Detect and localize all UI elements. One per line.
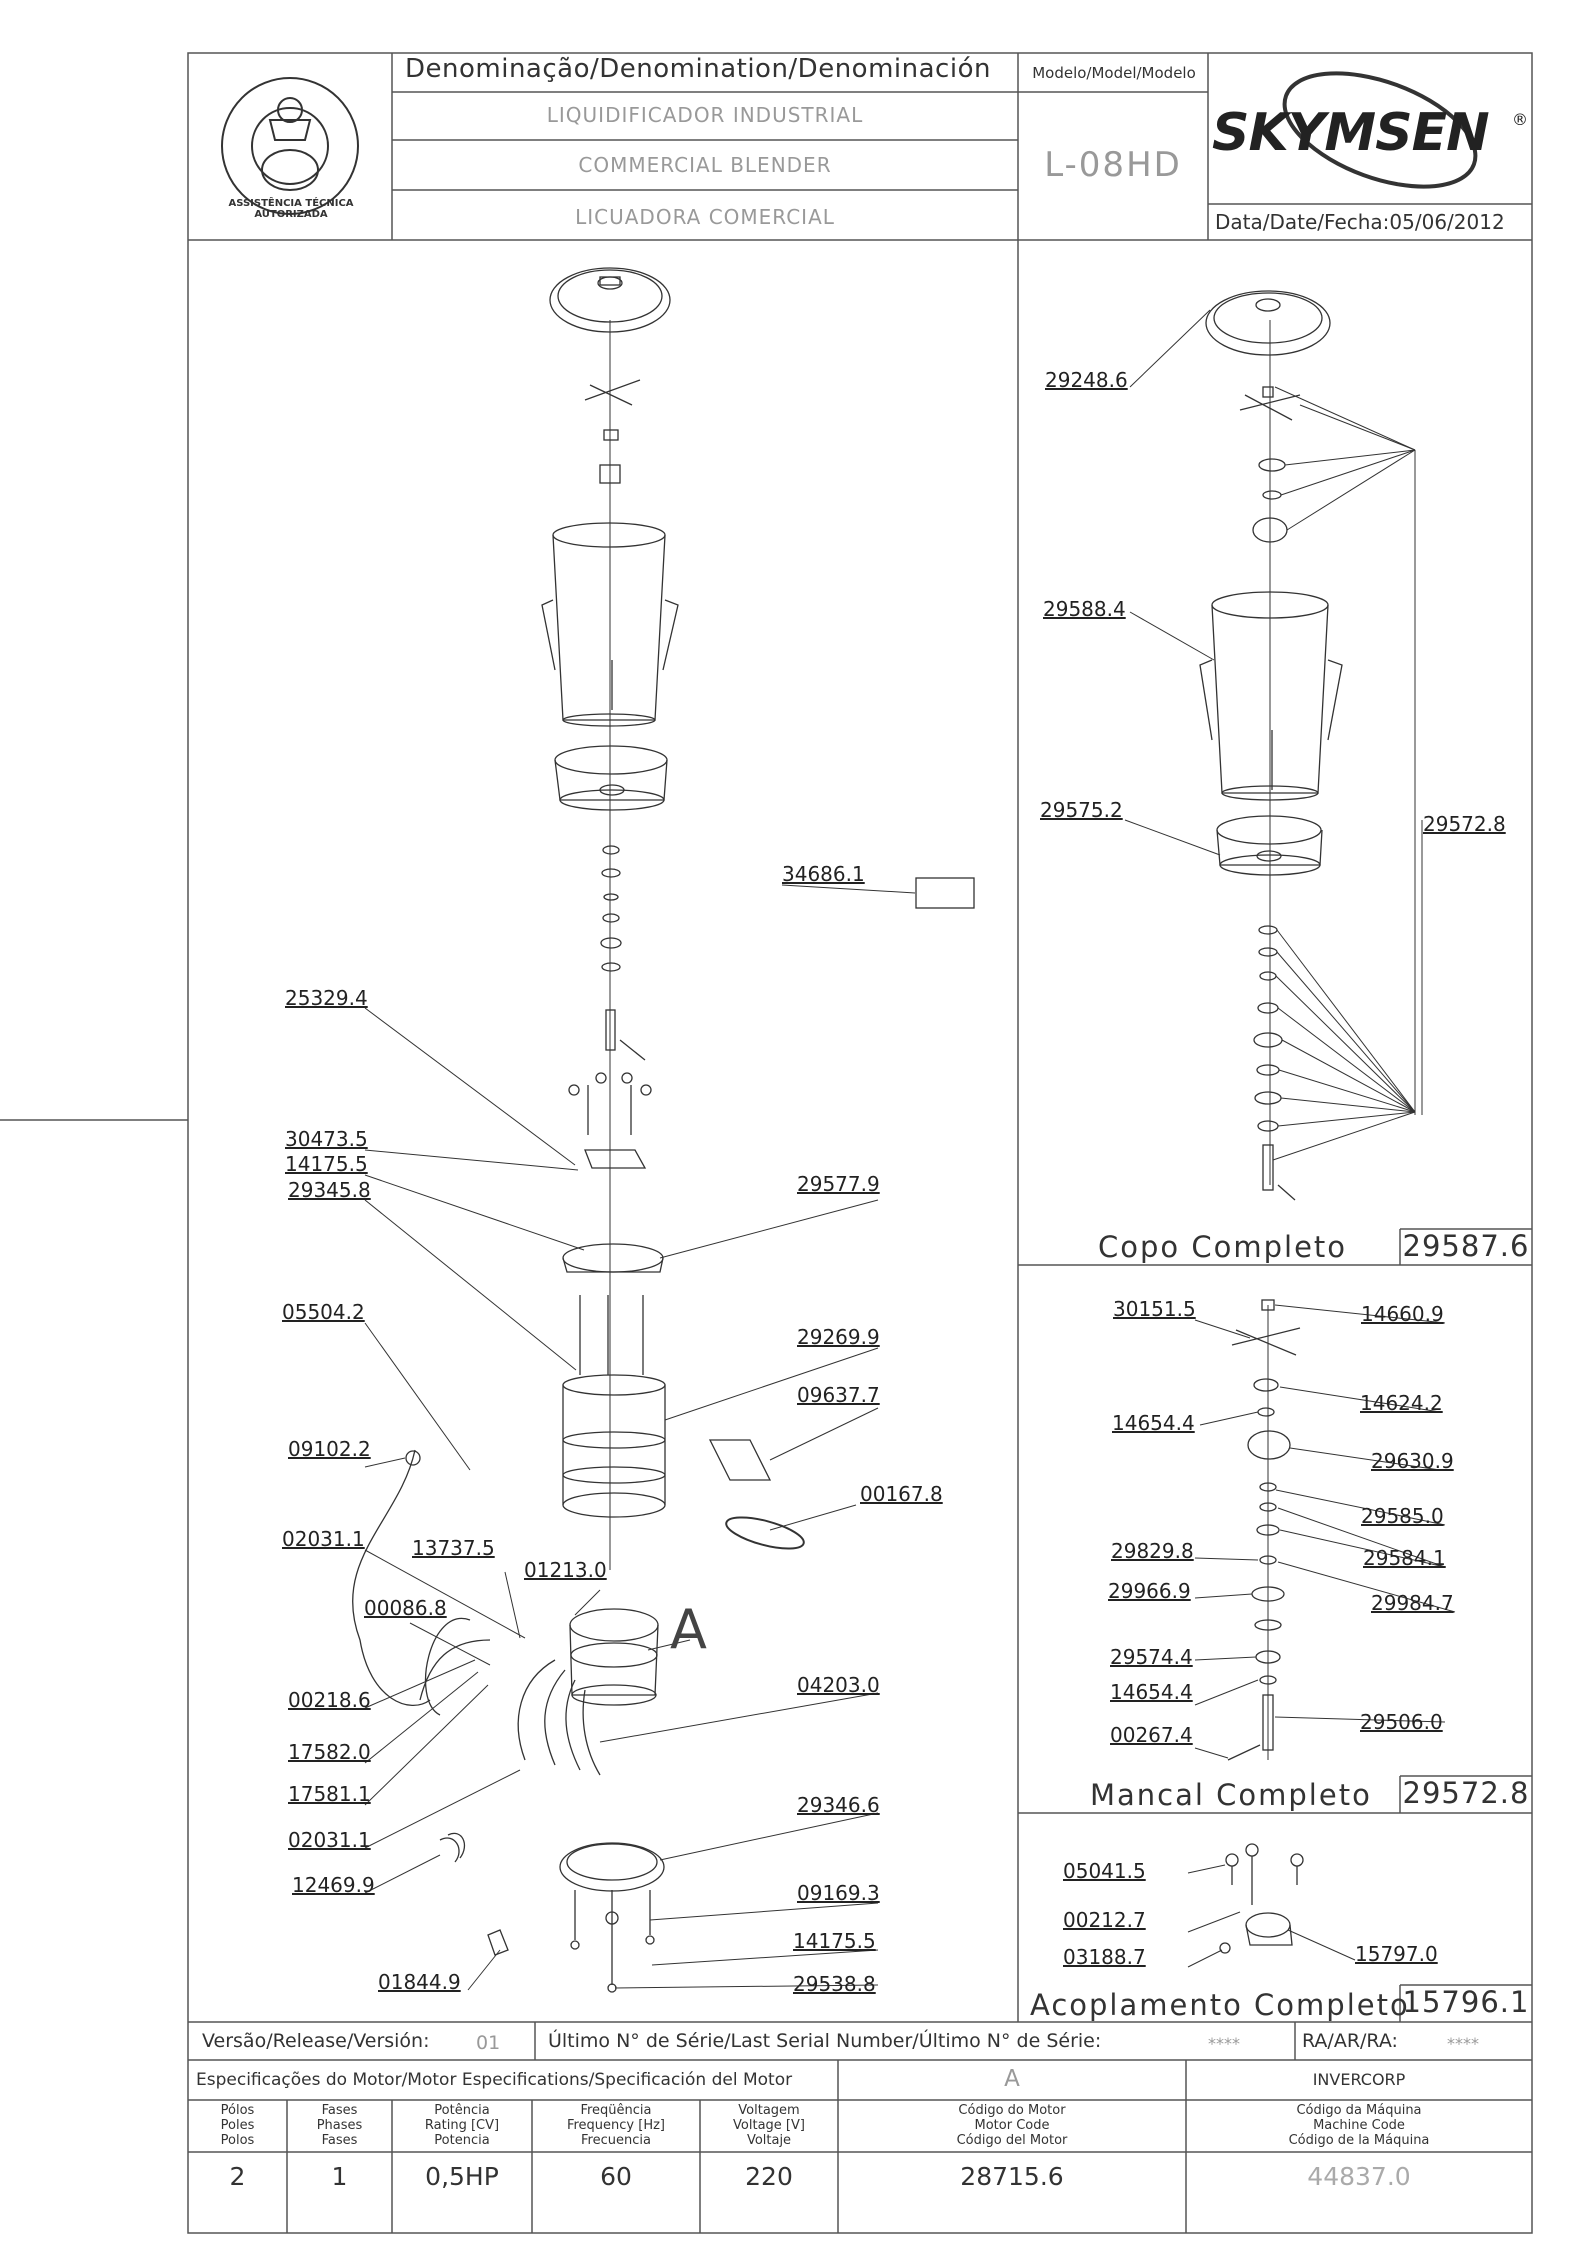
callout-00267-4: 00267.4 <box>1110 1723 1193 1747</box>
version-value: 01 <box>476 2032 501 2054</box>
callout-09637-7: 09637.7 <box>797 1383 880 1407</box>
serial-value: **** <box>1208 2034 1240 2053</box>
spec-value-frequency: 60 <box>600 2162 632 2191</box>
callout-02031-1-b: 02031.1 <box>288 1828 371 1852</box>
spec-value-motor-code: 28715.6 <box>960 2162 1064 2191</box>
callout-00167-8: 00167.8 <box>860 1482 943 1506</box>
callout-05041-5: 05041.5 <box>1063 1859 1146 1883</box>
denomination-es: LICUADORA COMERCIAL <box>575 205 835 229</box>
seal-text: ASSISTÊNCIA TÉCNICA AUTORIZADA <box>228 198 354 220</box>
spec-value-phases: 1 <box>331 2162 348 2191</box>
denomination-en: COMMERCIAL BLENDER <box>578 153 832 177</box>
spec-value-rating: 0,5HP <box>425 2162 499 2191</box>
view-label-a: A <box>670 1598 707 1661</box>
mancal-title: Mancal Completo <box>1090 1778 1372 1812</box>
spec-header-machine-code: Código da Máquina Machine Code Código de la Máquina <box>1288 2103 1430 2148</box>
brand-registered-mark: ® <box>1512 110 1528 129</box>
callout-14175-5-b: 14175.5 <box>793 1929 876 1953</box>
callout-12469-9: 12469.9 <box>292 1873 375 1897</box>
callout-04203-0: 04203.0 <box>797 1673 880 1697</box>
callout-01213-0: 01213.0 <box>524 1558 607 1582</box>
serial-label: Último N° de Série/Last Serial Number/Último N° de Série: <box>548 2030 1102 2052</box>
callout-29345-8: 29345.8 <box>288 1178 371 1202</box>
callout-29248-6: 29248.6 <box>1045 368 1128 392</box>
denomination-label: Denominação/Denomination/Denominación <box>405 54 991 84</box>
spec-header-phases: Fases Phases Fases <box>316 2103 363 2148</box>
spec-value-voltage: 220 <box>745 2162 793 2191</box>
mancal-code: 29572.8 <box>1402 1776 1530 1810</box>
callout-01844-9: 01844.9 <box>378 1970 461 1994</box>
model-label: Modelo/Model/Modelo <box>1032 64 1196 82</box>
brand-logo: SKYMSEN <box>1212 103 1489 163</box>
callout-29538-8: 29538.8 <box>793 1972 876 1996</box>
seal-logo <box>200 70 380 220</box>
callout-09169-3: 09169.3 <box>797 1881 880 1905</box>
callout-29966-9: 29966.9 <box>1108 1579 1191 1603</box>
callout-17581-1: 17581.1 <box>288 1782 371 1806</box>
callout-13737-5: 13737.5 <box>412 1536 495 1560</box>
spec-value-poles: 2 <box>229 2162 246 2191</box>
callout-25329-4: 25329.4 <box>285 986 368 1010</box>
callout-34686-1: 34686.1 <box>782 862 865 886</box>
callout-29984-7: 29984.7 <box>1371 1591 1454 1615</box>
copo-code: 29587.6 <box>1402 1229 1530 1263</box>
callout-00086-8: 00086.8 <box>364 1596 447 1620</box>
acoplamento-code: 15796.1 <box>1402 1985 1530 2019</box>
callout-29588-4: 29588.4 <box>1043 597 1126 621</box>
callout-09102-2: 09102.2 <box>288 1437 371 1461</box>
callout-29269-9: 29269.9 <box>797 1325 880 1349</box>
callout-14660-9: 14660.9 <box>1361 1302 1444 1326</box>
callout-29574-4: 29574.4 <box>1110 1645 1193 1669</box>
acoplamento-title: Acoplamento Completo <box>1030 1988 1410 2022</box>
callout-29829-8: 29829.8 <box>1111 1539 1194 1563</box>
callout-29630-9: 29630.9 <box>1371 1449 1454 1473</box>
callout-30151-5: 30151.5 <box>1113 1297 1196 1321</box>
motor-spec-label: Especificações do Motor/Motor Especifications/Specificación del Motor <box>196 2070 793 2090</box>
callout-17582-0: 17582.0 <box>288 1740 371 1764</box>
callout-00218-6: 00218.6 <box>288 1688 371 1712</box>
callout-29346-6: 29346.6 <box>797 1793 880 1817</box>
motor-letter: A <box>1004 2066 1020 2092</box>
version-label: Versão/Release/Versión: <box>202 2030 430 2052</box>
callout-14175-5: 14175.5 <box>285 1152 368 1176</box>
spec-header-frequency: Freqüência Frequency [Hz] Frecuencia <box>566 2103 666 2148</box>
callout-14654-4: 14654.4 <box>1112 1411 1195 1435</box>
callout-29577-9: 29577.9 <box>797 1172 880 1196</box>
spec-header-poles: Pólos Poles Polos <box>220 2103 255 2148</box>
ra-label: RA/AR/RA: <box>1302 2030 1398 2052</box>
callout-05504-2: 05504.2 <box>282 1300 365 1324</box>
callout-29584-1: 29584.1 <box>1363 1546 1446 1570</box>
spec-value-machine-code: 44837.0 <box>1307 2162 1411 2191</box>
ra-value: **** <box>1447 2034 1479 2053</box>
callout-02031-1-a: 02031.1 <box>282 1527 365 1551</box>
invercorp-label: INVERCORP <box>1312 2070 1406 2089</box>
spec-header-rating: Potência Rating [CV] Potencia <box>424 2103 500 2148</box>
callout-29585-0: 29585.0 <box>1361 1504 1444 1528</box>
callout-29572-8: 29572.8 <box>1423 812 1506 836</box>
callout-03188-7: 03188.7 <box>1063 1945 1146 1969</box>
denomination-pt: LIQUIDIFICADOR INDUSTRIAL <box>546 103 864 127</box>
spec-header-motor-code: Código do Motor Motor Code Código del Motor <box>956 2103 1068 2148</box>
model-value: L-08HD <box>1044 145 1182 185</box>
spec-header-voltage: Voltagem Voltage [V] Voltaje <box>733 2103 805 2148</box>
callout-14654-4-b: 14654.4 <box>1110 1680 1193 1704</box>
callout-14624-2: 14624.2 <box>1360 1391 1443 1415</box>
callout-29506-0: 29506.0 <box>1360 1710 1443 1734</box>
callout-15797-0: 15797.0 <box>1355 1942 1438 1966</box>
callout-29575-2: 29575.2 <box>1040 798 1123 822</box>
date-label: Data/Date/Fecha:05/06/2012 <box>1215 210 1505 234</box>
callout-00212-7: 00212.7 <box>1063 1908 1146 1932</box>
callout-30473-5: 30473.5 <box>285 1127 368 1151</box>
copo-title: Copo Completo <box>1098 1230 1348 1264</box>
